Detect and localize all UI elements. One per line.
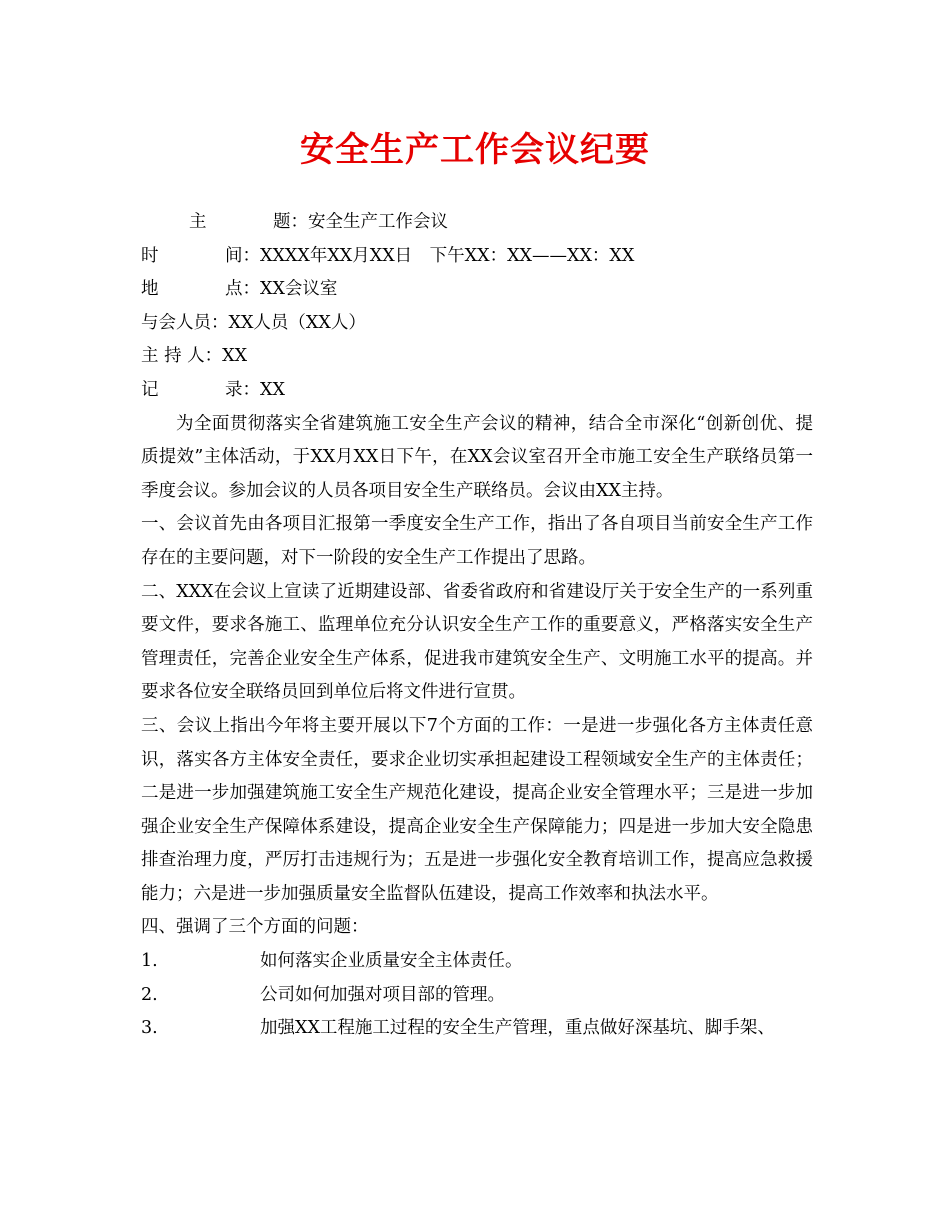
meta-time-label-b: 间：: [225, 245, 260, 266]
meta-time-row: [141, 240, 813, 274]
paragraph-intro: 为全面贯彻落实全省建筑施工安全生产会议的精神，结合全市深化“创新创优、提质提效”主体活动，于XX月XX日下午，在XX会议室召开全市施工安全生产联络员第一季度会议。参加会议的人员各项目安全生产联络员。会议由XX主持。: [141, 413, 813, 501]
meta-topic-label-a: 主: [189, 212, 207, 232]
list-item: [141, 1012, 813, 1046]
meta-host-label: 主 持 人：: [141, 346, 223, 367]
meta-recorder-label-a: 记: [141, 379, 159, 400]
meta-attendees-value: XX人员（XX人）: [228, 312, 366, 333]
meta-attendees-label: 与会人员：: [141, 312, 229, 333]
meta-attendees-row: [141, 307, 813, 341]
meta-recorder-row: [141, 374, 813, 408]
meta-host-row: [141, 340, 813, 374]
paragraph-section-4: 四、强调了三个方面的问题：: [141, 917, 369, 938]
list-item-number: 3.: [141, 1018, 158, 1039]
list-item-text: 加强XX工程施工过程的安全生产管理，重点做好深基坑、脚手架、: [260, 1018, 775, 1039]
meta-time-label-a: 时: [141, 245, 159, 266]
meta-topic-label-b: 题：: [273, 212, 308, 232]
meta-place-label-b: 点：: [225, 279, 260, 300]
list-item-text: 如何落实企业质量安全主体责任。: [260, 951, 523, 972]
list-item: [141, 945, 813, 979]
document-title: 安全生产工作会议纪要: [300, 130, 650, 170]
meta-topic-value: 安全生产工作会议: [308, 212, 448, 232]
meta-place-label-a: 地: [141, 279, 159, 300]
list-item-number: 1.: [141, 951, 158, 972]
paragraph-section-1: 一、会议首先由各项目汇报第一季度安全生产工作，指出了各自项目当前安全生产工作存在的主要问题，对下一阶段的安全生产工作提出了思路。: [141, 514, 813, 568]
meta-recorder-value: XX: [260, 379, 285, 400]
meta-time-value: XXXX年XX月XX日 下午XX：XX——XX：XX: [260, 245, 635, 266]
meta-place-value: XX会议室: [260, 279, 338, 300]
list-item-number: 2.: [141, 984, 158, 1005]
list-item: [141, 979, 813, 1013]
list-item-text: 公司如何加强对项目部的管理。: [260, 984, 505, 1005]
paragraph-section-2: 二、XXX在会议上宣读了近期建设部、省委省政府和省建设厅关于安全生产的一系列重要文件，要求各施工、监理单位充分认识安全生产工作的重要意义，严格落实安全生产管理责任，完善企业安全生产体系，促进我市建筑安全生产、文明施工水平的提高。并要求各位安全联络员回到单位后将文件进行宣贯。: [141, 581, 813, 703]
meta-host-value: XX: [222, 346, 248, 367]
paragraph-section-3: 三、会议上指出今年将主要开展以下7个方面的工作：一是进一步强化各方主体责任意识，落实各方主体安全责任，要求企业切实承担起建设工程领域安全生产的主体责任；二是进一步加强建筑施工安全生产规范化建设，提高企业安全管理水平；三是进一步加强企业安全生产保障体系建设，提高企业安全生产保障能力；四是进一步加大安全隐患排查治理力度，严厉打击违规行为；五是进一步强化安全教育培训工作，提高应急救援能力；六是进一步加强质量安全监督队伍建设，提高工作效率和执法水平。: [141, 715, 813, 904]
meta-topic-row: [141, 206, 813, 240]
document-body: [141, 206, 813, 1046]
meta-place-row: [141, 273, 813, 307]
meta-recorder-label-b: 录：: [225, 379, 260, 400]
